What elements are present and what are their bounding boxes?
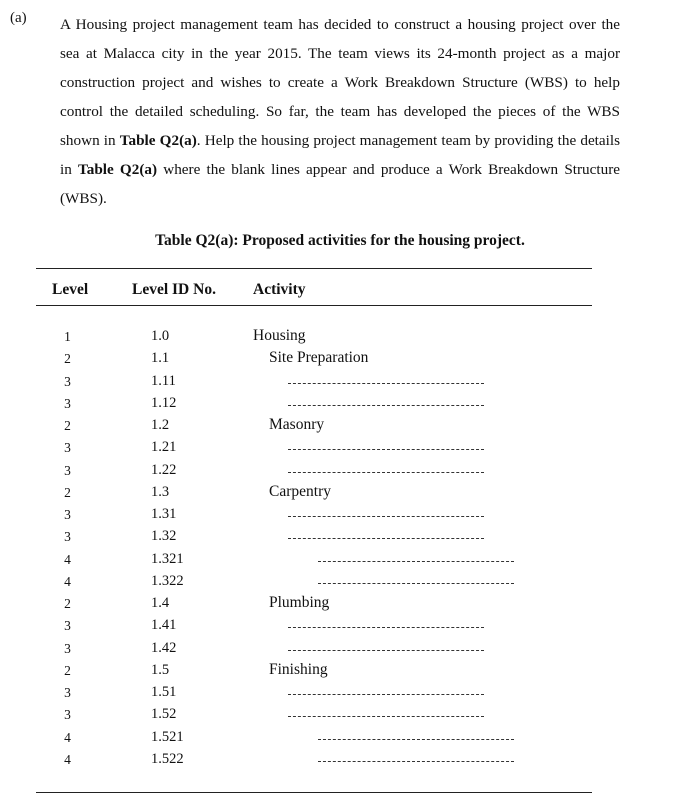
- row-activity: Masonry: [269, 416, 325, 433]
- activity-blank-line: [288, 716, 484, 717]
- activity-blank-line: [288, 538, 484, 539]
- row-level: 3: [64, 618, 71, 634]
- row-level-id: 1.52: [151, 706, 177, 723]
- row-activity: Site Preparation: [269, 349, 369, 367]
- row-level-id: 1.31: [151, 506, 177, 522]
- paragraph-text-2: . Help the housing project management team by providing the details in: [60, 132, 620, 178]
- table-bottom-rule: [36, 792, 592, 793]
- row-level-id: 1.3: [151, 483, 170, 500]
- table-row: [0, 571, 680, 593]
- row-level: 4: [64, 751, 71, 767]
- table-reference-1: Table Q2(a): [119, 132, 197, 149]
- row-level: 3: [64, 395, 71, 411]
- activity-blank-line: [288, 627, 484, 628]
- row-level: 3: [64, 462, 71, 478]
- table-row: [0, 749, 680, 771]
- row-level: 3: [64, 440, 71, 456]
- activity-blank-line: [318, 739, 514, 740]
- row-level-id: 1.2: [151, 417, 170, 433]
- table-row: [0, 460, 680, 482]
- row-level-id: 1.322: [151, 572, 184, 589]
- row-level: 3: [64, 529, 71, 545]
- paragraph-text-3: where the blank lines appear and produce a Work Breakdown Structure (WBS).: [60, 161, 620, 207]
- activity-blank-line: [288, 472, 484, 473]
- table-row: [0, 593, 680, 615]
- row-level: 2: [64, 484, 71, 500]
- table-caption: Table Q2(a): Proposed activities for the housing project.: [155, 232, 525, 249]
- row-level-id: 1.21: [151, 439, 177, 456]
- table-row: [0, 348, 680, 370]
- row-level: 3: [64, 507, 71, 522]
- header-activity: Activity: [253, 281, 306, 298]
- table-row: [0, 638, 680, 660]
- row-level-id: 1.522: [151, 750, 184, 767]
- row-level: 2: [64, 418, 71, 433]
- activity-blank-line: [288, 516, 484, 517]
- row-level-id: 1.521: [151, 728, 184, 745]
- row-level: 3: [64, 685, 71, 700]
- table-row: [0, 615, 680, 637]
- row-level: 4: [64, 551, 71, 567]
- activity-blank-line: [288, 383, 484, 384]
- row-level-id: 1.0: [151, 328, 170, 344]
- activity-blank-line: [318, 583, 514, 584]
- activity-blank-line: [288, 694, 484, 695]
- row-activity: Plumbing: [269, 594, 330, 611]
- table-row: [0, 549, 680, 571]
- row-level: 3: [64, 707, 71, 723]
- header-level: Level: [52, 281, 89, 298]
- paragraph-text-1: A Housing project management team has decided to construct a housing project over the sea at Malacca city in the year 2015. The team views its 24-month project as a major construction project and wishes to create a Work Breakdown Structure (WBS) to help control the detailed scheduling. So far, the team has developed the pieces of the WBS shown in: [60, 16, 620, 149]
- table-row: [0, 704, 680, 726]
- table-row: [0, 482, 680, 504]
- row-level-id: 1.4: [151, 595, 170, 611]
- row-level-id: 1.11: [151, 372, 176, 389]
- row-level: 2: [64, 351, 71, 367]
- table-row: [0, 504, 680, 526]
- table-row: [0, 660, 680, 682]
- table-row: [0, 393, 680, 415]
- table-row: [0, 727, 680, 749]
- activity-blank-line: [318, 761, 514, 762]
- row-activity: Carpentry: [269, 482, 331, 500]
- table-row: [0, 415, 680, 437]
- row-level: 1: [64, 329, 71, 344]
- row-level-id: 1.1: [151, 350, 170, 367]
- row-level: 4: [64, 573, 71, 589]
- table-row: [0, 682, 680, 704]
- table-top-rule: [36, 268, 592, 269]
- row-level-id: 1.42: [151, 639, 177, 656]
- row-level: 4: [64, 729, 71, 745]
- row-level: 2: [64, 596, 71, 611]
- activity-blank-line: [288, 405, 484, 406]
- row-level-id: 1.22: [151, 461, 177, 478]
- row-activity: Finishing: [269, 660, 328, 678]
- activity-blank-line: [318, 561, 514, 562]
- row-level-id: 1.321: [151, 550, 184, 567]
- row-level: 2: [64, 662, 71, 678]
- row-level-id: 1.41: [151, 617, 177, 634]
- activity-blank-line: [288, 449, 484, 450]
- table-row: [0, 371, 680, 393]
- question-label: (a): [10, 10, 27, 26]
- activity-blank-line: [288, 650, 484, 651]
- table-row: [0, 526, 680, 548]
- row-level: 3: [64, 640, 71, 656]
- row-level-id: 1.32: [151, 528, 177, 545]
- row-activity: Housing: [253, 327, 306, 344]
- row-level-id: 1.12: [151, 394, 177, 411]
- row-level-id: 1.51: [151, 684, 177, 700]
- header-level-id: Level ID No.: [132, 281, 216, 298]
- row-level: 3: [64, 373, 71, 389]
- table-row: [0, 437, 680, 459]
- table-reference-2: Table Q2(a): [78, 161, 158, 178]
- table-row: [0, 326, 680, 348]
- row-level-id: 1.5: [151, 661, 170, 678]
- question-paragraph: [60, 10, 620, 213]
- table-header-rule: [36, 305, 592, 306]
